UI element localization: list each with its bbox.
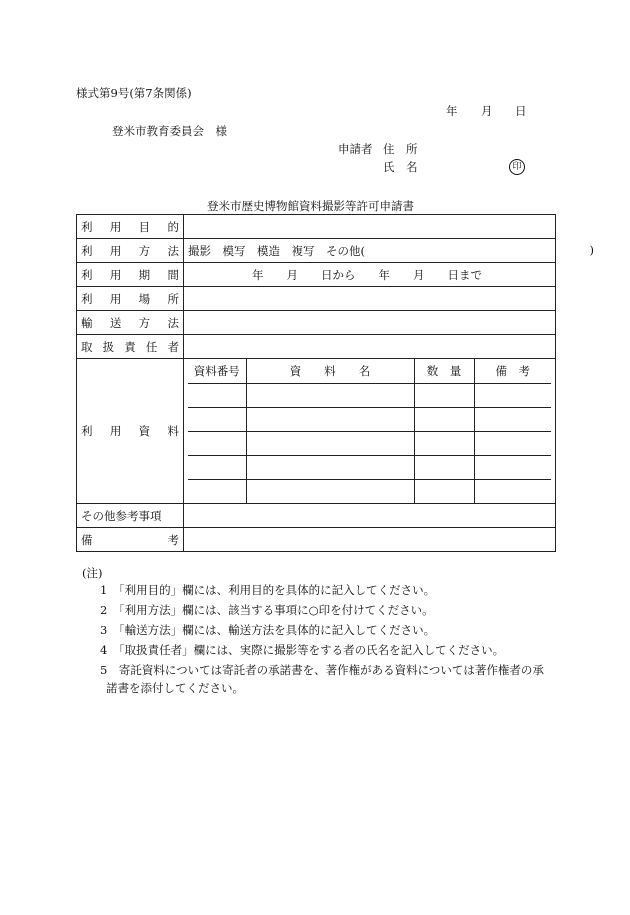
row-place [77,287,556,311]
note-item-2: 2 「利用方法」欄には、該当する事項に○印を付けてください。 [100,603,434,617]
remarks-label: 備考 [77,528,184,552]
note-item-5: 5 寄託資料については寄託者の承諾書を、著作権がある資料については著作権者の承 [100,663,544,677]
period-field[interactable] [184,263,556,287]
row-materials [77,359,556,504]
row-remarks [77,528,556,552]
remarks-cell[interactable] [474,431,551,455]
material-name-cell[interactable] [246,455,414,479]
row-transport [77,311,556,335]
material-name-cell[interactable] [246,383,414,407]
applicant-label: 申請者 [338,142,373,156]
row-manager [77,335,556,359]
address-label: 住 所 [383,142,418,156]
materials-label: 利用資料 [77,359,184,504]
row-other [77,504,556,528]
seal-mark: 印 [509,159,525,175]
method-label: 利用方法 [77,239,184,263]
material-number-cell[interactable] [188,455,246,479]
method-field[interactable]: 撮影 模写 模造 複写 その他( ) [184,239,556,263]
application-form-table [76,214,594,552]
materials-header-row [188,359,551,383]
quantity-cell[interactable] [414,455,474,479]
material-number-cell[interactable] [188,407,246,431]
notes-heading: (注) [82,566,103,580]
quantity-cell[interactable] [414,407,474,431]
manager-field[interactable] [184,335,556,359]
materials-table [188,359,551,503]
note-item-1: 1 「利用目的」欄には、利用目的を具体的に記入してください。 [100,583,436,597]
purpose-field[interactable] [184,215,556,239]
table-row [188,383,551,407]
quantity-cell[interactable] [414,479,474,503]
header-material-name: 資 料 名 [246,359,414,383]
remarks-cell[interactable] [474,383,551,407]
addressee: 登米市教育委員会 様 [112,124,227,138]
material-number-cell[interactable] [188,479,246,503]
remarks-cell[interactable] [474,407,551,431]
other-field[interactable] [184,504,556,528]
name-label: 氏 名 [383,160,418,174]
manager-label: 取扱責任者 [77,335,184,359]
note-item-3: 3 「輸送方法」欄には、輸送方法を具体的に記入してください。 [100,623,436,637]
row-method [77,239,556,263]
date-month-label: 月 [481,104,493,118]
row-period [77,263,556,287]
note-item-5-continued: 諾書を添付してください。 [106,681,244,695]
transport-field[interactable] [184,311,556,335]
date-day-label: 日 [515,104,527,118]
quantity-cell[interactable] [414,431,474,455]
remarks-field[interactable] [184,528,556,552]
transport-label: 輸送方法 [77,311,184,335]
form-number: 様式第9号(第7条関係) [76,86,192,100]
remarks-cell[interactable] [474,479,551,503]
method-options: 撮影 模写 模造 複写 その他( [188,243,365,258]
note-item-4: 4 「取扱責任者」欄には、実際に撮影等をする者の氏名を記入してください。 [100,643,505,657]
table-row [188,479,551,503]
materials-cell [184,359,556,504]
header-remarks: 備 考 [474,359,551,383]
place-field[interactable] [184,287,556,311]
row-purpose [77,215,556,239]
material-number-cell[interactable] [188,431,246,455]
other-label: その他参考事項 [77,504,184,528]
table-row [188,431,551,455]
header-quantity: 数 量 [414,359,474,383]
material-name-cell[interactable] [246,479,414,503]
purpose-label: 利用目的 [77,215,184,239]
table-row [188,455,551,479]
material-name-cell[interactable] [246,431,414,455]
quantity-cell[interactable] [414,383,474,407]
header-material-number: 資料番号 [188,359,246,383]
material-number-cell[interactable] [188,383,246,407]
table-row [188,407,551,431]
remarks-cell[interactable] [474,455,551,479]
material-name-cell[interactable] [246,407,414,431]
document-title: 登米市歴史博物館資料撮影等許可申請書 [207,199,414,213]
date-year-label: 年 [446,104,458,118]
period-label: 利用期間 [77,263,184,287]
place-label: 利用場所 [77,287,184,311]
period-value: 年 月 日から 年 月 日まで [252,267,482,282]
